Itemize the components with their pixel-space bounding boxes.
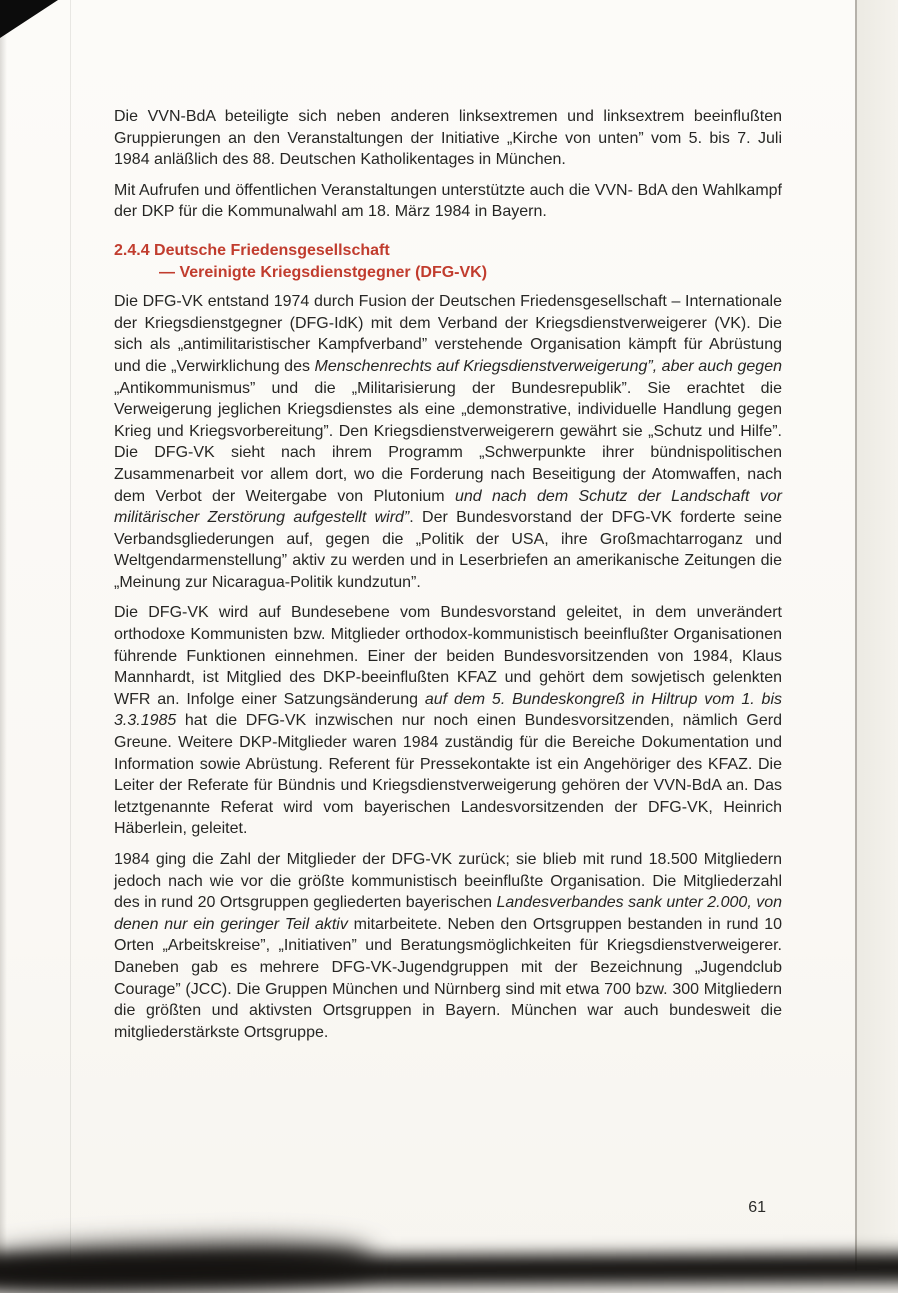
section-heading bbox=[114, 240, 782, 283]
paragraph-segment: . Der Bundesvorstand der DFG-VK forderte seine Verbandsgliederungen auf, gegen die „Politik der USA, ihre Großmachtarroganz und Weltgendarmenstellung” aktiv zu werden und in Leserbriefen an amerikanische Zeitungen die „Meinung zur Nicaragua-Politik kundzutun”. bbox=[114, 509, 782, 591]
section-heading-line: — Vereinigte Kriegsdienstgegner (DFG-VK) bbox=[159, 263, 488, 281]
paragraph-segment: Die VVN-BdA beteiligte sich neben anderen linksextremen und linksextrem beeinflußten Gruppierungen an den Veranstaltungen der Initiative „Kirche von unten” vom 5. bis 7. Juli 1984 anläßlich des 88. Deutschen Katholikentages in München. bbox=[114, 108, 782, 169]
paragraph-segment: „Antikommunismus” und die „Militarisierung der Bundesrepublik”. Sie erachtet die Verweigerung jeglichen Kriegsdienstes als eine „demonstrative, individuelle Handlung gegen Krieg und Kriegsvorbereitung”. Den Kriegsdienstverweigerern gewährt sie „Schutz und Hilfe”. Die DFG-VK sieht nach ihrem Programm „Schwerpunkte ihrer bündnispolitischen Zusammenarbeit vor allem dort, wo die Forderung nach Beseitigung der Atomwaffen, nach dem Verbot der Weitergabe von Plutonium bbox=[114, 379, 782, 505]
paragraph-segment: mitarbeitete. Neben den Ortsgruppen bestanden in rund 10 Orten „Arbeitskreise”, „Initiativen” und Beratungsmöglichkeiten für Kriegsdienstverweigerer. Daneben gab es mehrere DFG-VK-Jugendgruppen mit der Bezeichnung „Jugendclub Courage” (JCC). Die Gruppen München und Nürnberg sind mit etwa 700 bzw. 300 Mitgliedern die größten und aktivsten Ortsgruppen in Bayern. München war auch bundesweit die mitgliederstärkste Ortsgruppe. bbox=[114, 915, 783, 1041]
document-content bbox=[114, 106, 782, 1052]
section-heading-line: 2.4.4 Deutsche Friedensgesellschaft bbox=[114, 241, 390, 259]
paragraph-segment: hat die DFG-VK inzwischen nur noch einen Bundesvorsitzenden, nämlich Gerd Greune. Weitere DKP-Mitglieder waren 1984 zuständig für die Bereiche Dokumentation und Information sowie Abrüstung. Referent für Pressekontakte ist ein Angehöriger des KFAZ. Die Leiter der Referate für Bündnis und Kriegsdienstverweigerung gehören der VVN-BdA an. Das letztgenannte Referat wird vom bayerischen Landesvorsitzenden der DFG-VK, Heinrich Häberlein, geleitet. bbox=[114, 712, 782, 838]
paragraph-segment: Die DFG-VK wird auf Bundesebene vom Bundesvorstand geleitet, in dem unverändert orthodoxe Kommunisten bzw. Mitglieder orthodox-kommunistisch beeinflußter Organisationen führende Funktionen einnehmen. Einer der beiden Bundesvorsitzenden von 1984, Klaus Mannhardt, ist Mitglied des DKP-beeinflußten KFAZ und gehört dem sowjetisch gelenkten WFR an. Infolge einer Satzungsänderung bbox=[114, 604, 782, 708]
page-edge-line bbox=[855, 0, 857, 1271]
paragraph-segment: Die DFG-VK entstand 1974 durch Fusion der Deutschen Friedensgesellschaft – Internationale der Kriegsdienstgegner (DFG-IdK) mit dem Verband der Kriegsdienstverweigerer (VK). Die sich als „antimilitaristischer Kampfverband” verstehende Organisation kämpft für Abrüstung und die „Verwirklichung des bbox=[114, 293, 782, 375]
paragraph bbox=[114, 602, 782, 840]
paragraph-segment-italic: und nach dem Schutz der Landschaft vor militärischer Zerstörung aufgestellt wird” bbox=[114, 487, 783, 527]
paragraph-segment-italic: Menschenrechts auf Kriegsdienstverweigerung”, aber auch gegen bbox=[314, 357, 782, 375]
paragraph bbox=[114, 106, 782, 171]
page-number: 61 bbox=[748, 1199, 766, 1216]
paragraph-segment-italic: auf dem 5. Bundeskongreß in Hiltrup vom 1. bis 3.3.1985 bbox=[114, 690, 783, 730]
scan-artifact-crease bbox=[70, 0, 71, 1271]
scan-artifact-corner-fold bbox=[0, 0, 58, 38]
paragraph-segment-italic: Landesverbandes sank unter 2.000, von denen nur ein geringer Teil aktiv bbox=[114, 894, 783, 933]
scan-artifact-left-shade bbox=[0, 0, 7, 1271]
paragraph-segment: Mit Aufrufen und öffentlichen Veranstaltungen unterstützte auch die VVN- BdA den Wahlkampf der DKP für die Kommunalwahl am 18. März 1984 in Bayern. bbox=[114, 181, 782, 221]
paragraph bbox=[114, 291, 782, 593]
paragraph bbox=[114, 180, 782, 223]
paragraph-segment: 1984 ging die Zahl der Mitglieder der DFG-VK zurück; sie blieb mit rund 18.500 Mitgliedern jedoch nach wie vor die größte kommunistisch beeinflußte Organisation. Die Mitgliederzahl des in rund 20 Ortsgruppen gegliederten bayerischen bbox=[114, 851, 782, 912]
page-edge-paper bbox=[857, 0, 898, 1271]
paragraph bbox=[114, 849, 782, 1043]
